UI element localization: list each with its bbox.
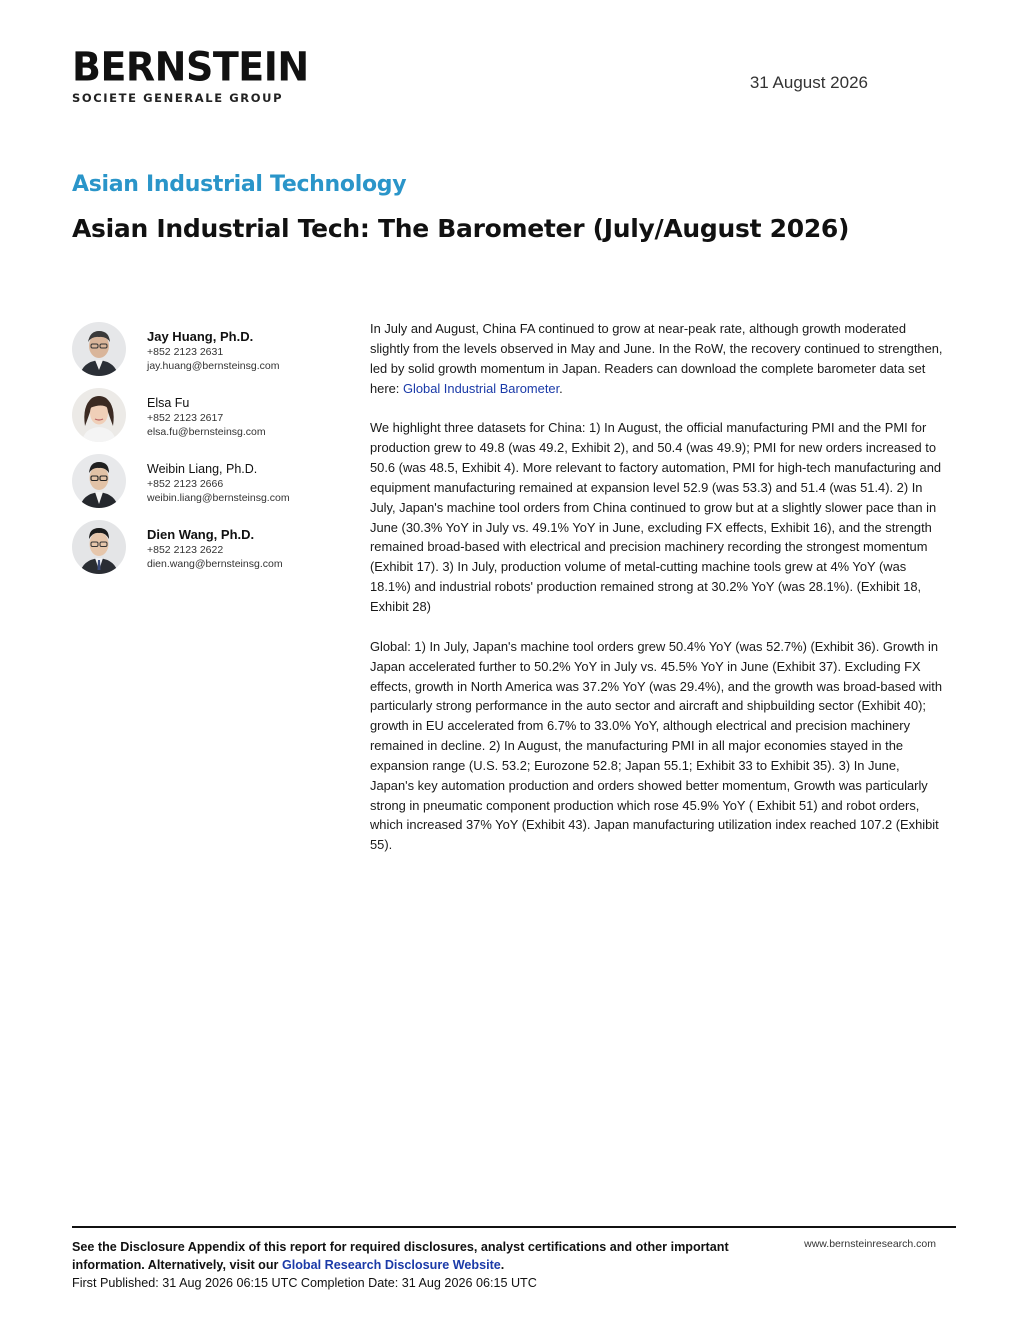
analyst-email[interactable]: dien.wang@bernsteinsg.com bbox=[147, 558, 283, 570]
analyst-email[interactable]: weibin.liang@bernsteinsg.com bbox=[147, 492, 290, 504]
website-link[interactable]: www.bernsteinresearch.com bbox=[804, 1238, 936, 1250]
publication-info: First Published: 31 Aug 2026 06:15 UTC Completion Date: 31 Aug 2026 06:15 UTC bbox=[72, 1276, 537, 1290]
analyst-card bbox=[72, 520, 352, 586]
analyst-phone: +852 2123 2622 bbox=[147, 543, 224, 556]
analyst-email[interactable]: jay.huang@bernsteinsg.com bbox=[147, 360, 280, 372]
analyst-name: Elsa Fu bbox=[147, 396, 190, 410]
footer-divider bbox=[72, 1226, 956, 1228]
analyst-card bbox=[72, 454, 352, 520]
analyst-name: Dien Wang, Ph.D. bbox=[147, 527, 255, 542]
global-paragraph: Global: 1) In July, Japan's machine tool orders grew 50.4% YoY (was 52.7%) (Exhibit 36). Growth in Japan accelerated further to 50.2% YoY in July vs. 45.5% YoY in June (Exhibit 37). Excluding FX effects, growth in North America was 37.2% YoY (was 29.4%), and the growth was broad-based with particularly strong performance in the auto sector and aircraft and shipbuilding sector (Exhibit 40); growth in EU accelerated from 6.7% to 33.0% YoY, although electrical and precision machinery remained in decline. 2) In August, the manufacturing PMI in all major economies stayed in the expansion range (U.S. 53.2; Eurozone 52.8; Japan 55.1; Exhibit 33 to Exhibit 35). 3) In June, Japan's key automation production and orders showed better momentum, Growth was particularly strong in pneumatic component production which rose 45.9% YoY ( Exhibit 51) and robot orders, which increased 37% YoY (Exhibit 43). Japan manufacturing utilization index reached 107.2 (Exhibit 55). bbox=[370, 638, 943, 853]
report-summary bbox=[370, 319, 945, 875]
disclosure-website-link[interactable]: Global Research Disclosure Website bbox=[281, 1258, 501, 1272]
footer-disclosure: See the Disclosure Appendix of this report for required disclosures, analyst certifications and other important information. Alternatively, visit our Global Research Disclosure Website. First Published: 31 Aug 2026 06:15 UTC Completion Date: 31 Aug 2026 06:15 UTC bbox=[72, 1238, 772, 1292]
bernstein-logo bbox=[72, 43, 309, 105]
analyst-email[interactable]: elsa.fu@bernsteinsg.com bbox=[147, 426, 266, 438]
analyst-phone: +852 2123 2617 bbox=[147, 411, 224, 424]
analyst-phone: +852 2123 2666 bbox=[147, 477, 224, 490]
brand-subtitle: SOCIETE GENERALE GROUP bbox=[72, 91, 284, 105]
analyst-list bbox=[72, 322, 352, 586]
sector-heading: Asian Industrial Technology bbox=[72, 172, 407, 197]
report-title: Asian Industrial Tech: The Barometer (July/August 2026) bbox=[72, 214, 850, 243]
barometer-link[interactable]: Global Industrial Barometer bbox=[402, 380, 560, 396]
analyst-photo-icon bbox=[72, 388, 126, 442]
analyst-name: Weibin Liang, Ph.D. bbox=[147, 462, 258, 476]
analyst-photo-icon bbox=[72, 520, 126, 574]
analyst-card bbox=[72, 388, 352, 454]
analyst-photo-icon bbox=[72, 322, 126, 376]
brand-name: BERNSTEIN bbox=[72, 43, 309, 91]
summary-paragraph: In July and August, China FA continued to grow at near-peak rate, although growth moderated slightly from the levels observed in May and June. In the RoW, the recovery continued to strengthen, led by solid growth momentum in Japan. Readers can download the complete barometer data set here: Global Industrial Barometer. bbox=[370, 321, 943, 396]
analyst-phone: +852 2123 2631 bbox=[147, 345, 224, 358]
analyst-photo-icon bbox=[72, 454, 126, 508]
report-date: 31 August 2026 bbox=[749, 73, 868, 92]
china-paragraph: We highlight three datasets for China: 1) In August, the official manufacturing PMI and the PMI for production grew to 49.8 (was 49.2, Exhibit 2), and 50.4 (was 49.9); PMI for new orders increased to 50.6 (was 48.5, Exhibit 4). More relevant to factory automation, PMI for high-tech manufacturing and equipment manufacturing remained at expansion level 52.9 (was 53.3) and 51.4 (was 51.4). 2) In July, Japan's machine tool orders from China continued to grow but at a slightly slower pace than in June (30.3% YoY in July vs. 49.1% YoY in June, excluding FX effects, Exhibit 16), and the strength remained broad-based with electrical and precision machinery recording the strongest momentum (Exhibit 17). 3) In July, production volume of metal-cutting machine tools grew at 4% YoY (was 18.1%) and industrial robots' production remained strong at 30.2% YoY (was 28.1%). (Exhibit 18, Exhibit 28) bbox=[370, 420, 942, 614]
analyst-name: Jay Huang, Ph.D. bbox=[147, 329, 254, 344]
analyst-card bbox=[72, 322, 352, 388]
